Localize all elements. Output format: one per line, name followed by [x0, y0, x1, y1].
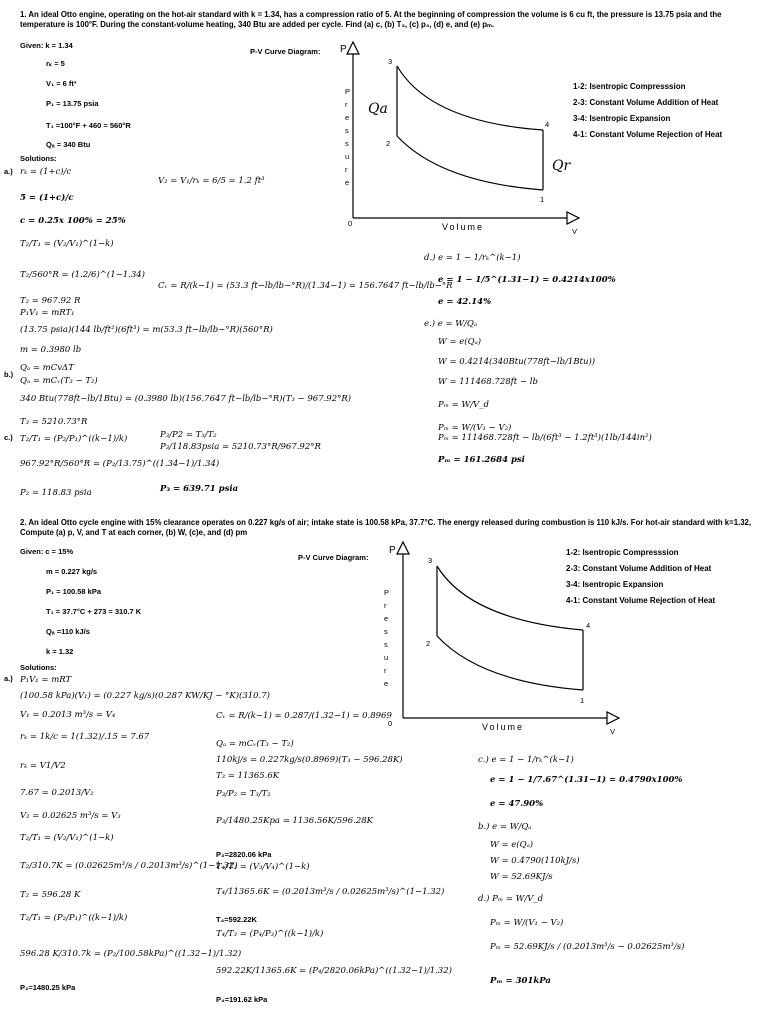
p2-eq-p3: P₃=2820.06 kPa: [216, 850, 272, 859]
p1-diagram-title: P-V Curve Diagram:: [250, 47, 321, 56]
p1-pressure-letter: s: [345, 139, 349, 148]
p1-given-t1: T₁ =100°F + 460 = 560°R: [46, 121, 131, 130]
p1-eq-d-e-calc: e = 1 − 1/5^(1.31−1) = 0.4214x100%: [438, 275, 616, 285]
p2-legend-3-4: 3-4: Isentropic Expansion: [566, 580, 664, 589]
p2-eq-767: 7.67 = 0.2013/V₂: [20, 788, 94, 798]
p1-pressure-letter: r: [345, 165, 348, 174]
p2-eq-cv: Cᵥ = R/(k−1) = 0.287/(1.32−1) = 0.8969: [216, 711, 392, 721]
p1-eq-t3: T₃ = 5210.73°R: [20, 417, 88, 427]
p1-eq-pm-def: Pₘ = W/V_d: [438, 400, 489, 410]
p2-eq-p3p2: P₃/P₂ = T₃/T₂: [216, 789, 271, 799]
p1-point-3: 3: [388, 57, 393, 66]
p2-eq-v2: V₂ = 0.02625 m³/s = V₃: [20, 811, 121, 821]
p1-qa-label: Qa: [368, 101, 388, 117]
p2-given-t1: T₁ = 37.7°C + 273 = 310.7 K: [46, 607, 142, 616]
p2-axis-p-label: P: [389, 545, 396, 556]
p2-eq-t4-solve: T₄/11365.6K = (0.2013m³/s / 0.02625m³/s)^(1−1.32): [216, 887, 445, 897]
problem-1-statement: 1. An ideal Otto engine, operating on the hot-air standard with k = 1.34, has a compression ratio of 5. At the beginning of compression the volume is 6 cu ft, the pressure is 13.75 psia and the temperature is 100°F. During the constant-volume heating, 340 Btu are added per cycle. Find (a) c, (b) T₃, (c) p₃, (d) e, and (e) pₘ.: [20, 10, 722, 29]
p2-eq-p2-solve: 596.28 K/310.7k = (P₂/100.58kPa)^((1.32−1)/1.32): [20, 949, 242, 959]
p1-eq-t2-560: T₂/560°R = (1.2/6)^(1−1.34): [20, 270, 145, 280]
p2-pressure-letter: r: [384, 666, 387, 675]
p2-given-qa: Qₐ =110 kJ/s: [46, 627, 90, 636]
p2-eq-t2: T₂ = 596.28 K: [20, 890, 81, 900]
p1-eq-qa-mcvt: Qₐ = mCᵥ(T₃ − T₂): [20, 376, 98, 386]
p1-eq-m: m = 0.3980 lb: [20, 345, 82, 355]
p2-axis-v-label: V: [610, 727, 616, 736]
p1-pressure-letter: s: [345, 126, 349, 135]
p2-eq-t3: T₃ = 11365.6K: [216, 771, 280, 781]
p2-point-4: 4: [586, 621, 591, 630]
p2-eq-d-pm-vd: Pₘ = W/(V₁ − V₂): [490, 918, 564, 928]
p1-pressure-letter: u: [345, 152, 350, 161]
p1-eq-pm-result: Pₘ = 161.2684 psi: [438, 455, 525, 465]
p1-eq-t2t1: T₂/T₁ = (V₂/V₁)^(1−k): [20, 239, 114, 249]
p1-eq-v2: V₂ = V₁/rₖ = 6/5 = 1.2 ft³: [158, 176, 265, 186]
p1-eq-p3: P₃ = 639.71 psia: [160, 484, 239, 494]
p2-eq-d-pm: d.) Pₘ = W/V_d: [478, 894, 544, 904]
p1-eq-p3p2: P₃/P2 = T₃/T₂: [160, 430, 217, 440]
p1-qr-label: Qr: [552, 158, 571, 174]
p1-eq-p2: P₂ = 118.83 psia: [20, 488, 92, 498]
p1-given-qa: Qₐ = 340 Btu: [46, 140, 91, 149]
p1-point-2: 2: [386, 139, 391, 148]
p2-point-3: 3: [428, 556, 433, 565]
p1-point-4: 4: [545, 120, 550, 129]
p1-given-k: Given: k = 1.34: [20, 41, 73, 50]
p1-eq-t2: T₂ = 967.92 R: [20, 296, 81, 306]
p1-eq-c: c = 0.25x 100% = 25%: [20, 216, 126, 226]
p1-eq-e-e: e.) e = W/Qₐ: [424, 319, 478, 329]
p2-pressure-letter: e: [384, 679, 389, 688]
p1-legend-4-1: 4-1: Constant Volume Rejection of Heat: [573, 130, 723, 139]
p2-eq-t2t1-p: T₂/T₁ = (P₂/P₁)^((k−1)/k): [20, 913, 128, 923]
p1-eq-pm-calc: Pₘ = 111468.728ft − lb/(6ft³ − 1.2ft³)(1lb/144in²): [438, 433, 652, 443]
p2-point-1: 1: [580, 696, 585, 705]
p1-eq-p2-solve: 967.92°R/560°R = (P₂/13.75)^((1.34−1)/1.34): [20, 459, 220, 469]
problem-2-statement: 2. An ideal Otto cycle engine with 15% clearance operates on 0.227 kg/s of air; intake state is 100.58 kPa, 37.7°C. The energy released during combustion is 110 kJ/s. For hot-air standard with k=1.32, Compute (a) p, V, and T at each corner, (b) W, (c)e, and (d) pm: [20, 518, 752, 537]
p2-point-2: 2: [426, 639, 431, 648]
p2-eq-d-pm-calc: Pₘ = 52.69KJ/s / (0.2013m³/s − 0.02625m³/s): [490, 942, 685, 952]
p2-eq-t4t3: T₄/T₃ = (V₃/V₄)^(1−k): [216, 862, 310, 872]
p1-eq-e-w-result: W = 111468.728ft − lb: [438, 377, 538, 387]
p2-given-m: m = 0.227 kg/s: [46, 567, 98, 576]
p1-eq-d-e: d.) e = 1 − 1/rₖ^(k−1): [424, 253, 521, 263]
p2-eq-t2t1: T₂/T₁ = (V₂/V₁)^(1−k): [20, 833, 114, 843]
p1-origin: 0: [348, 219, 353, 228]
p1-given-v1: V₁ = 6 ft³: [46, 79, 77, 88]
p1-axis-p-label: P: [340, 44, 347, 55]
p1-pressure-letter: e: [345, 178, 350, 187]
p2-given-c: Given: c = 15%: [20, 547, 74, 556]
p2-legend-4-1: 4-1: Constant Volume Rejection of Heat: [566, 596, 716, 605]
p2-eq-ideal-gas: (100.58 kPa)(V₁) = (0.227 kg/s)(0.287 KW/KJ − °K)(310.7): [20, 691, 270, 701]
p2-eq-heat-balance: 110kj/s = 0.227kg/s(0.8969)(T₃ − 596.28K): [216, 755, 403, 765]
p2-eq-p4: P₄=191.62 kPa: [216, 995, 268, 1004]
p2-eq-b-w-result: W = 52.69KJ/s: [490, 872, 553, 882]
p1-part-a: a.): [4, 167, 13, 176]
p1-eq-e-w-calc: W = 0.4214(340Btu(778ft−lb/1Btu)): [438, 357, 596, 367]
p2-eq-p1v1: P₁V₁ = mRT: [20, 675, 72, 685]
p1-eq-heat-balance: 340 Btu(778ft−lb/1Btu) = (0.3980 lb)(156.7647 ft−lb/lb−°R)(T₃ − 967.92°R): [20, 394, 352, 404]
p2-given-p1: P₁ = 100.58 kPa: [46, 587, 102, 596]
p2-eq-p3-solve: P₃/1480.25Kpa = 1136.56K/596.28K: [216, 816, 373, 826]
p2-given-k: k = 1.32: [46, 647, 74, 656]
p1-eq-cv: Cᵥ = R/(k−1) = (53.3 ft−lb/lb−°R)/(1.34−1) = 156.7647 ft−lb/lb−°R: [158, 281, 453, 291]
p1-given-p1: P₁ = 13.75 psia: [46, 99, 99, 108]
p2-origin: 0: [388, 719, 393, 728]
p1-volume-label: Volume: [442, 222, 485, 232]
p2-eq-d-pm-result: Pₘ = 301kPa: [490, 976, 551, 986]
p2-pressure-letter: s: [384, 640, 388, 649]
p1-eq-ideal-gas: (13.75 psia)(144 lb/ft²)(6ft³) = m(53.3 ft−lb/lb−°R)(560°R): [20, 325, 273, 335]
p2-pressure-letter: P: [384, 588, 390, 597]
p1-pressure-letter: e: [345, 113, 350, 122]
p1-point-1: 1: [540, 195, 545, 204]
p1-eq-qa-mcv: Qₐ = mCvΔT: [20, 363, 74, 373]
p2-eq-c-e: c.) e = 1 − 1/rₖ^(k−1): [478, 755, 574, 765]
p1-eq-5: 5 = (1+c)/c: [20, 193, 74, 203]
p2-diagram-title: P-V Curve Diagram:: [298, 553, 369, 562]
p2-eq-t4: T₄=592.22K: [216, 915, 257, 924]
p2-volume-label: Volume: [482, 722, 525, 732]
p2-solutions-label: Solutions:: [20, 663, 57, 672]
p2-eq-b-e: b.) e = W/Qₐ: [478, 822, 532, 832]
p2-eq-c-result: e = 47.90%: [490, 799, 544, 809]
p2-eq-t4t3-p: T₄/T₃ = (P₄/P₃)^((k−1)/k): [216, 929, 324, 939]
p2-part-a: a.): [4, 674, 13, 683]
p1-solutions-label: Solutions:: [20, 154, 57, 163]
p2-eq-c-e-calc: e = 1 − 1/7.67^(1.31−1) = 0.4790x100%: [490, 775, 683, 785]
p1-legend-2-3: 2-3: Constant Volume Addition of Heat: [573, 98, 719, 107]
p1-legend-1-2: 1-2: Isentropic Compresssion: [573, 82, 686, 91]
p1-pv-diagram: [335, 40, 585, 240]
p2-legend-2-3: 2-3: Constant Volume Addition of Heat: [566, 564, 712, 573]
p2-eq-rk-v: rₖ = V1/V2: [20, 761, 66, 771]
p1-eq-rk: rₖ = (1+c)/c: [20, 167, 72, 177]
p1-legend-3-4: 3-4: Isentropic Expansion: [573, 114, 671, 123]
p2-eq-rk: rₖ = 1k/c = 1(1.32)/.15 = 7.67: [20, 732, 150, 742]
p2-eq-p4-solve: 592.22K/11365.6K = (P₄/2820.06kPa)^((1.32−1)/1.32): [216, 966, 452, 976]
p2-pressure-letter: e: [384, 614, 389, 623]
p1-eq-p1v1: P₁V₁ = mRT₁: [20, 308, 75, 318]
p1-eq-pm-vd: Pₘ = W/(V₁ − V₂): [438, 423, 512, 433]
p2-eq-t2-solve: T₂/310.7K = (0.02625m³/s / 0.2013m³/s)^(1−1.32): [20, 861, 238, 871]
p2-eq-v1: V₁ = 0.2013 m³/s = V₄: [20, 710, 116, 720]
p2-eq-b-w-calc: W = 0.4790(110kJ/s): [490, 856, 580, 866]
p1-part-c: c.): [4, 433, 13, 442]
p1-eq-p3-solve: P₃/118.83psia = 5210.73°R/967.92°R: [160, 442, 321, 452]
p1-eq-e-w: W = e(Qₐ): [438, 337, 482, 347]
p1-pressure-letter: P: [345, 87, 351, 96]
p2-pressure-letter: r: [384, 601, 387, 610]
p2-eq-b-w: W = e(Qₐ): [490, 840, 534, 850]
p1-axis-v-label: V: [572, 227, 578, 236]
p1-given-rk: rₖ = 5: [46, 59, 65, 68]
p1-eq-d-result: e = 42.14%: [438, 297, 492, 307]
p2-eq-p2: P₂=1480.25 kPa: [20, 983, 76, 992]
p1-part-b: b.): [4, 370, 14, 379]
p2-pressure-letter: s: [384, 627, 388, 636]
p1-pressure-letter: r: [345, 100, 348, 109]
p2-eq-qa: Qₐ = mCᵥ(T₃ − T₂): [216, 739, 294, 749]
p2-legend-1-2: 1-2: Isentropic Compresssion: [566, 548, 679, 557]
p2-pressure-letter: u: [384, 653, 389, 662]
p1-eq-t2t1-p: T₂/T₁ = (P₂/P₁)^((k−1)/k): [20, 434, 128, 444]
